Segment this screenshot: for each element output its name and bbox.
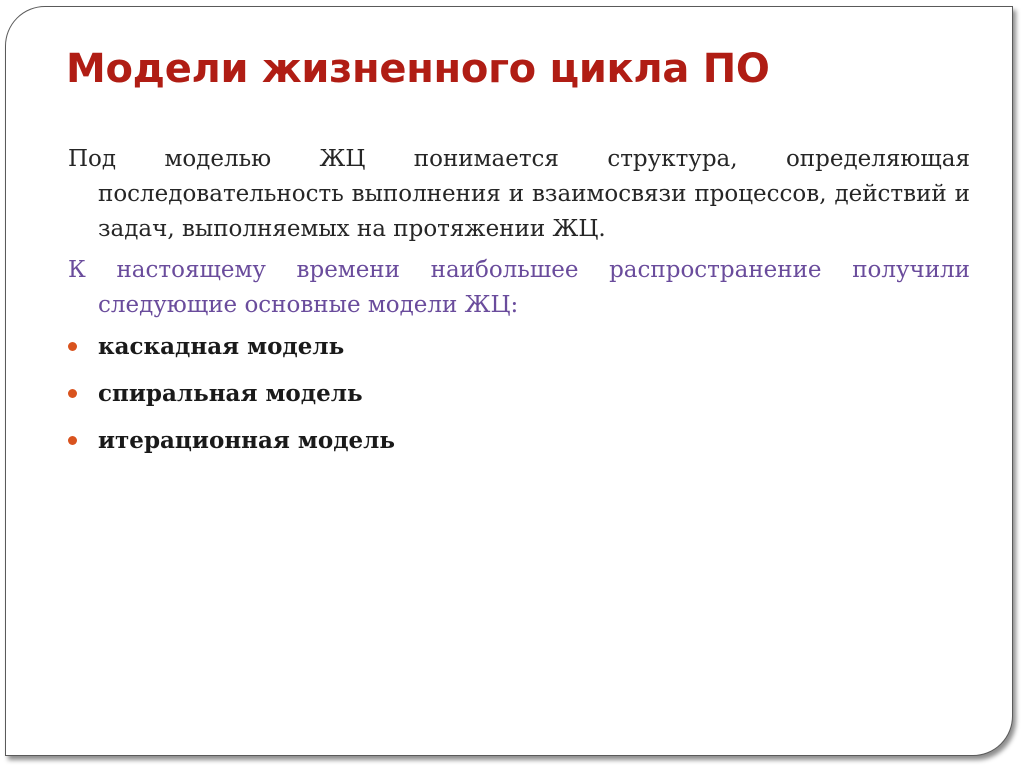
list-item — [68, 423, 970, 458]
slide-title: Модели жизненного цикла ПО — [66, 46, 770, 92]
models-list — [68, 329, 970, 458]
definition-paragraph: Под моделью ЖЦ понимается структура, определяющая последовательность выполнения и взаимосвязи процессов, действий и задач, выполняемых на протяжении ЖЦ. — [68, 146, 970, 242]
list-item-label: итерационная модель — [98, 427, 396, 454]
bullet-dot-icon — [68, 389, 77, 398]
list-item — [68, 329, 970, 364]
list-item — [68, 376, 970, 411]
bullet-dot-icon — [68, 436, 77, 445]
intro-paragraph: К настоящему времени наибольшее распространение получили следующие основные модели ЖЦ: — [68, 257, 970, 318]
slide-frame — [5, 6, 1013, 756]
bullet-dot-icon — [68, 342, 77, 351]
list-item-label: каскадная модель — [98, 333, 345, 360]
list-item-label: спиральная модель — [98, 380, 363, 407]
slide-body — [68, 142, 970, 470]
